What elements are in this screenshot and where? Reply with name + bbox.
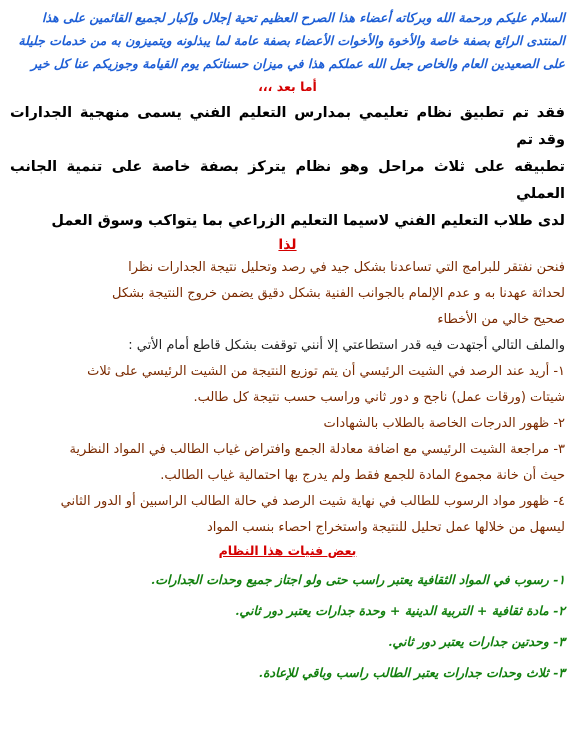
intro-line-2: تطبيقه على ثلاث مراحل وهو نظام يتركز بصفة خاصة على تنمية الجانب العملي <box>10 159 565 202</box>
greeting-paragraph <box>10 6 565 75</box>
body-p1-line-2: لحداثة عهدنا به و عدم الإلمام بالجوانب الفنية بشكل دقيق يضمن خروج النتيجة بشكل <box>112 286 565 301</box>
lidha-heading: لذا <box>278 237 297 253</box>
intro-paragraph <box>10 100 565 235</box>
feature-item: ٣- وحدتين جدارات يعتبر دور ثاني. <box>388 634 565 649</box>
features-list <box>10 564 565 688</box>
feature-item: ٢- مادة ثقافية + التربية الدينية + وحدة جدارات يعتبر دور ثاني. <box>235 603 565 618</box>
item-2: ٢- ظهور الدرجات الخاصة بالطلاب بالشهادات <box>323 416 565 431</box>
item-1-line-1: ١- أريد عند الرصد في الشيت الرئيسي أن يتم توزيع النتيجة من الشيت الرئيسي على ثلاث <box>87 364 565 379</box>
greeting-line-1: السلام عليكم ورحمة الله وبركاته أعضاء هذا الصرح العظيم تحية إجلال وإكبار لجميع القائمين على هذا <box>42 10 565 25</box>
body-p2: والملف التالي أجتهدت فيه قدر استطاعتي إلا أنني توقفت بشكل قاطع أمام الأتي : <box>128 338 565 353</box>
item-3-line-1: ٣- مراجعة الشيت الرئيسي مع اضافة معادلة الجمع وافتراض غياب الطالب في المواد النظرية <box>69 442 565 457</box>
item-1-line-2: شيتات (ورقات عمل) ناجح و دور ثاني وراسب حسب نتيجة كل طالب. <box>193 390 565 405</box>
intro-line-3: لدى طلاب التعليم الفني لاسيما التعليم الزراعي بما يتواكب وسوق العمل <box>51 213 565 229</box>
item-4-line-2: ليسهل من خلالها عمل تحليل للنتيجة واستخراج احصاء بنسب المواد <box>206 520 565 535</box>
feature-item: ٣- ثلاث وحدات جدارات يعتبر الطالب راسب وباقي للإعادة. <box>258 665 565 680</box>
item-4-line-1: ٤- ظهور مواد الرسوب للطالب في نهاية شيت الرصد في حالة الطالب الراسبين أو الدور الثاني <box>60 494 565 509</box>
body-p1-line-3: صحيح خالي من الأخطاء <box>437 312 565 327</box>
body-p1-line-1: فنحن نفتقر للبرامج التي تساعدنا بشكل جيد في رصد وتحليل نتيجة الجدارات نظرا <box>128 260 565 275</box>
item-3-line-2: حيث أن خانة مجموع المادة للجمع فقط ولم يدرج بها احتمالية غياب الطالب. <box>160 468 565 483</box>
intro-line-1: فقد تم تطبيق نظام تعليمي بمدارس التعليم الفني يسمى منهجية الجدارات وقد تم <box>10 105 565 148</box>
body-section <box>10 255 565 541</box>
feature-item: ١- رسوب في المواد الثقافية يعتبر راسب حتى ولو اجتاز جميع وحدات الجدارات. <box>150 572 565 587</box>
greeting-line-3: على الصعيدين العام والخاص جعل الله عملكم هذا في ميزان حسناتكم يوم القيامة وجوزيكم عنا كل خير <box>31 56 565 71</box>
greeting-line-2: المنتدى الرائع بصفة خاصة والأخوة والأخوات الأعضاء بصفة عامة لما يبذلونه ويتميزون به من خدمات جليلة <box>18 33 565 48</box>
amma-baad-heading: أما بعد ،،، <box>258 79 317 94</box>
features-title: بعض فنيات هذا النظام <box>218 543 357 558</box>
